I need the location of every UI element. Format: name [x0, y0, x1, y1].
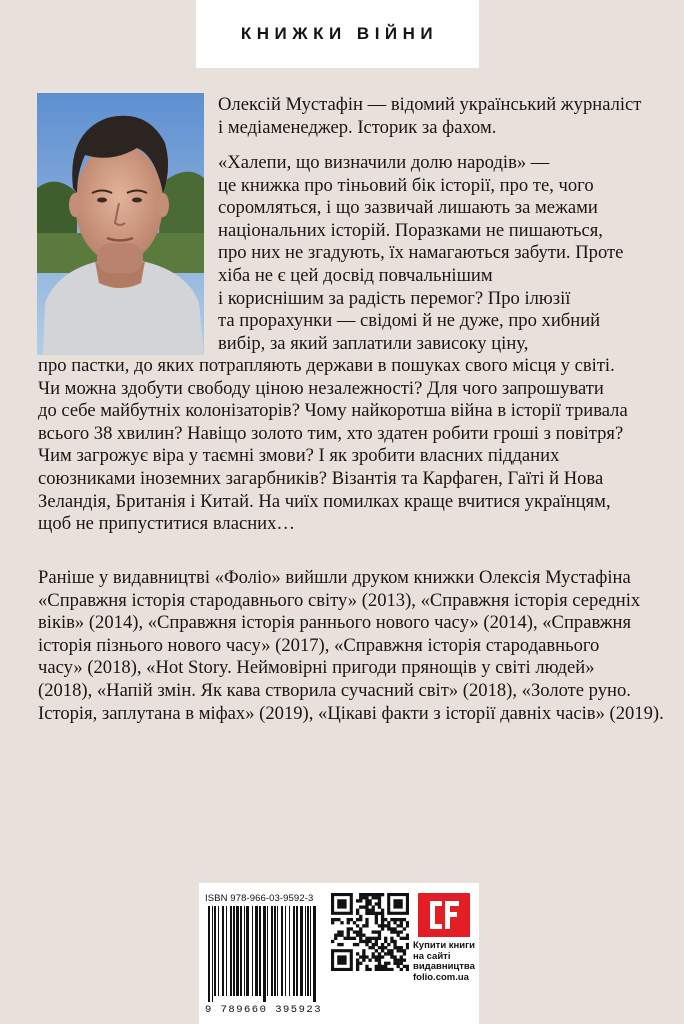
- series-title: КНИЖКИ ВІЙНИ: [240, 24, 439, 43]
- publisher-promo: [413, 941, 477, 983]
- series-banner: [196, 0, 479, 68]
- text-line: про них не згадують, їх намагаються забути. Проте: [218, 242, 624, 264]
- text-line: «Халепи, що визначили долю народів» —: [218, 152, 550, 173]
- description-right: [218, 152, 648, 355]
- text-line: вибір, за який заплатили зависоку ціну,: [218, 332, 529, 354]
- text-line: і кориснішим за радість перемог? Про ілюзії: [218, 287, 571, 309]
- text-line: Чим загрожує віра у таємні змови? І як зробити власних підданих: [38, 445, 560, 467]
- text-line: Чи можна здобути свободу ціною незалежності? Для чого запрошувати: [38, 377, 604, 399]
- text-line: це книжка про тіньовий бік історії, про те, чого: [218, 174, 594, 196]
- description-full: [38, 355, 650, 536]
- text-line: Раніше у видавництві «Фоліо» вийшли друком книжки Олексія Мустафіна: [38, 567, 631, 588]
- text-line: національних історій. Поразками не пишаються,: [218, 219, 603, 241]
- text-line: соромляться, і що зазвичай лишають за межами: [218, 197, 598, 219]
- promo-line: на сайті: [413, 950, 451, 962]
- text-line: до себе майбутніх колонізаторів? Чому найкоротша війна в історії тривала: [38, 400, 628, 422]
- text-line: та прорахунки — свідомі й не дуже, про хибний: [218, 310, 601, 332]
- text-line: Олексій Мустафін — відомий український журналіст: [218, 94, 642, 115]
- promo-line: видавництва: [413, 961, 475, 972]
- text-line: щоб не припуститися власних…: [38, 513, 295, 535]
- text-line: всього 38 хвилин? Навіщо золото тим, хто здатен робити гроші з повітря?: [38, 422, 624, 444]
- promo-line: Купити книги: [413, 940, 475, 951]
- previous-books: [38, 567, 664, 725]
- text-line: союзниками іноземних загарбників? Візантія та Карфаген, Гаїті й Нова: [38, 467, 604, 489]
- qr-code: [331, 893, 409, 971]
- text-line: часу» (2018), «Hot Story. Неймовірні пригоди прянощів у світі людей»: [38, 657, 595, 679]
- text-line: Зеландія, Британія і Китай. На чиїх помилках краще вчитися українцям,: [38, 490, 611, 512]
- text-line: про пастки, до яких потрапляють держави в пошуках свого місця у світі.: [38, 355, 615, 376]
- promo-link: folio.com.ua: [413, 971, 469, 983]
- author-intro: [218, 94, 648, 139]
- text-line: (2018), «Напій змін. Як кава створила сучасний світ» (2018), «Золоте руно.: [38, 679, 631, 701]
- text-line: і медіаменеджер. Історик за фахом.: [218, 116, 497, 138]
- text-line: історія пізнього нового часу» (2017), «Справжня історія стародавнього: [38, 634, 600, 656]
- isbn-label: ISBN 978-966-03-9592-3: [205, 893, 314, 904]
- author-photo: [37, 93, 204, 355]
- publisher-logo-mark: [418, 893, 470, 937]
- text-line: Історія, заплутана в міфах» (2019), «Цікаві факти з історії давніх часів» (2019).: [38, 702, 664, 724]
- publisher-logo: [418, 893, 470, 937]
- barcode-digits: 9 789660 395923: [205, 1004, 323, 1016]
- text-line: хіба не є цей досвід повчальнішим: [218, 264, 493, 286]
- barcode-image: [204, 906, 322, 1002]
- text-line: віків» (2014), «Справжня історія раннього нового часу» (2014), «Справжня: [38, 612, 632, 634]
- text-line: «Справжня історія стародавнього світу» (2013), «Справжня історія середніх: [38, 589, 641, 611]
